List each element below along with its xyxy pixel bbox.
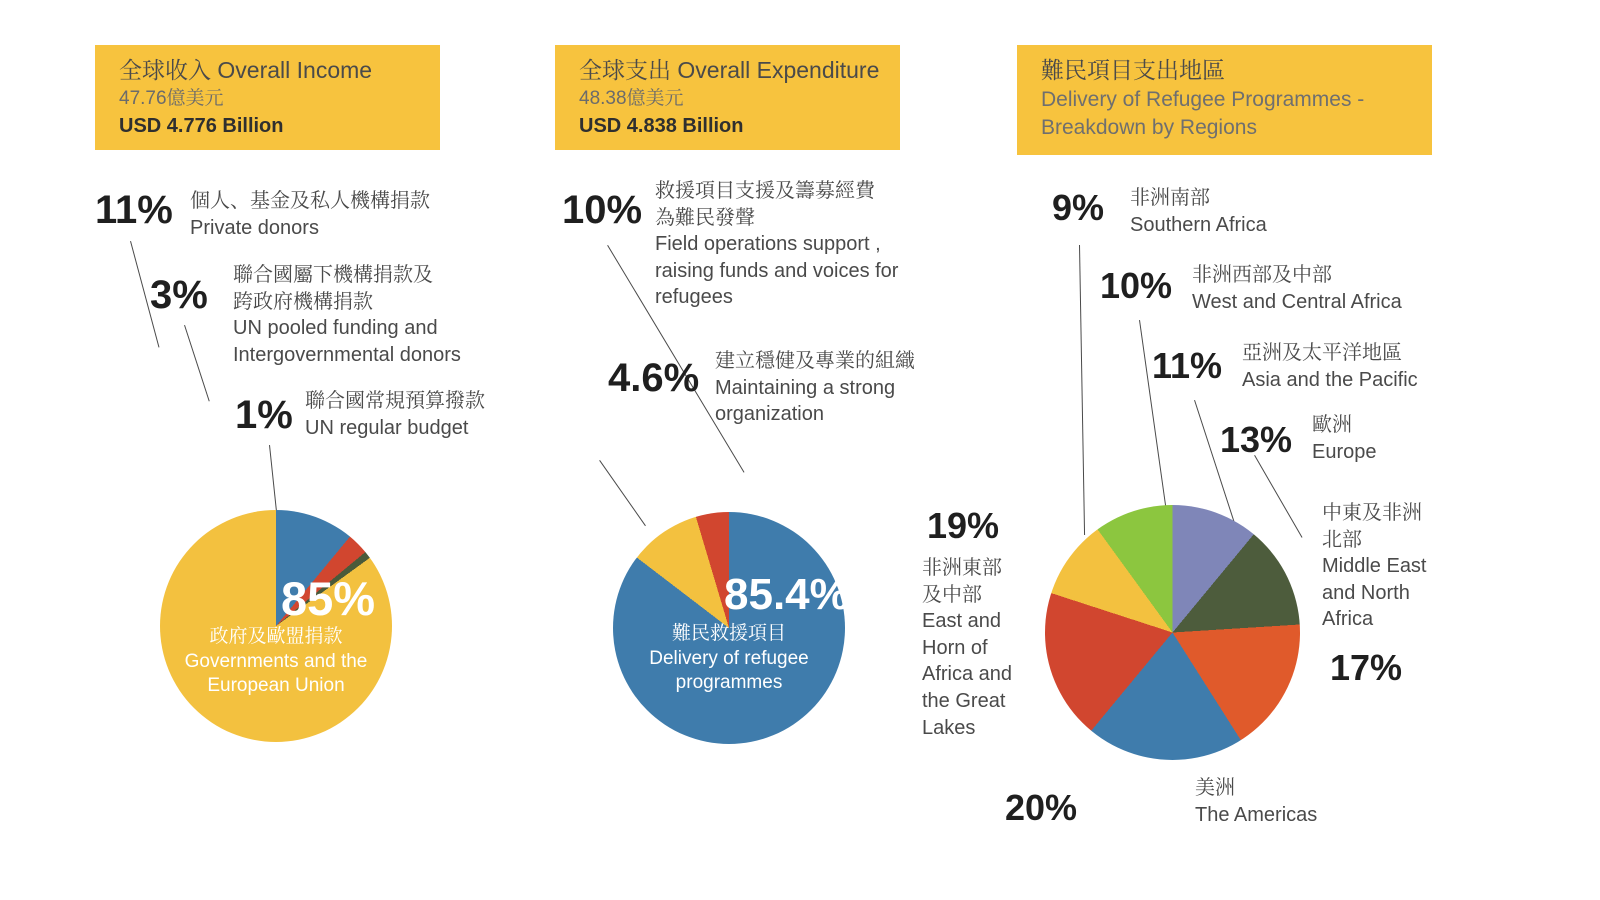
expenditure-leader-46 — [599, 460, 646, 526]
regions-label-east-horn-en5: Lakes — [922, 716, 976, 739]
regions-label-west-central-africa-zh: 非洲西部及中部 — [1192, 264, 1332, 286]
expenditure-label-field-ops-en1: Field operations support , — [655, 233, 881, 256]
regions-label-mena-en3: Africa — [1322, 608, 1374, 631]
regions-label-west-central-africa — [1192, 262, 1492, 315]
regions-label-americas — [1195, 775, 1455, 828]
regions-pie-chart — [1045, 505, 1300, 760]
regions-header-title-en: Delivery of Refugee Programmes - — [1041, 88, 1365, 112]
regions-label-asia-pacific — [1242, 340, 1542, 393]
regions-pct-southern-africa: 9% — [1052, 187, 1105, 228]
expenditure-label-organization-en1: Maintaining a strong — [715, 376, 896, 399]
expenditure-label-field-ops-en2: raising funds and voices for — [655, 259, 899, 282]
expenditure-label-organization-zh1: 建立穩健及專業的組織 — [715, 350, 915, 372]
panel-overall-income — [0, 0, 540, 900]
income-header-title — [119, 55, 426, 86]
income-label-un-regular-budget-zh: 聯合國常規預算撥款 — [305, 390, 485, 412]
expenditure-pct-organization: 4.6% — [608, 356, 700, 400]
income-header-title-zh: 全球收入 — [119, 57, 211, 83]
regions-label-asia-pacific-en: Asia and the Pacific — [1242, 368, 1418, 391]
regions-label-mena-en2: and North — [1322, 581, 1410, 604]
regions-header-band — [1017, 45, 1432, 155]
expenditure-label-organization — [715, 348, 1015, 428]
expenditure-center-pct: 85.4% — [724, 570, 849, 619]
income-pct-private-donors: 11% — [95, 188, 173, 232]
income-center-label — [176, 625, 376, 699]
regions-label-east-horn-zh2: 及中部 — [922, 583, 982, 606]
regions-label-mena-zh1: 中東及非洲 — [1322, 502, 1422, 524]
income-center-pct: 85% — [281, 572, 376, 625]
panel-overall-expenditure — [540, 0, 990, 900]
regions-label-middle-east-north-africa — [1322, 500, 1512, 633]
income-center-label-en1: Governments and the — [184, 650, 368, 672]
regions-leader-9 — [1079, 245, 1085, 535]
expenditure-header-title-en: Overall Expenditure — [677, 57, 880, 83]
regions-label-east-horn-en4: the Great — [922, 689, 1006, 712]
panel-refugee-programme-regions — [922, 0, 1600, 900]
regions-pct-west-central-africa: 10% — [1100, 265, 1173, 306]
expenditure-label-field-ops-en3: refugees — [655, 286, 733, 309]
regions-label-east-horn-en1: East and — [922, 610, 1001, 633]
regions-label-southern-africa — [1130, 185, 1390, 238]
regions-label-asia-pacific-zh: 亞洲及太平洋地區 — [1242, 342, 1402, 364]
income-label-un-pooled — [233, 262, 533, 368]
expenditure-header-title-zh: 全球支出 — [579, 57, 671, 83]
expenditure-center-label-zh: 難民救援項目 — [671, 623, 786, 644]
expenditure-center-label — [629, 622, 829, 696]
regions-pct-europe: 13% — [1220, 419, 1293, 460]
regions-label-east-horn-zh1: 非洲東部 — [922, 557, 1002, 579]
income-header-amount-zh: 47.76億美元 — [119, 88, 224, 110]
income-center-label-en2: European Union — [207, 675, 345, 697]
regions-label-west-central-africa-en: West and Central Africa — [1192, 290, 1402, 313]
income-label-un-regular-budget-en: UN regular budget — [305, 416, 469, 439]
regions-pct-americas: 20% — [1005, 787, 1078, 828]
regions-label-europe — [1312, 412, 1572, 465]
expenditure-center-label-en2: programmes — [675, 672, 783, 694]
income-header-title-en: Overall Income — [217, 57, 373, 83]
regions-header-subtitle-en: Breakdown by Regions — [1041, 116, 1257, 140]
income-label-un-pooled-en2: Intergovernmental donors — [233, 343, 461, 366]
regions-label-europe-zh: 歐洲 — [1312, 414, 1352, 436]
income-label-un-pooled-zh1: 聯合國屬下機構捐款及 — [233, 264, 433, 286]
expenditure-center-label-en1: Delivery of refugee — [649, 647, 809, 669]
income-pct-un-regular-budget: 1% — [235, 393, 293, 437]
income-label-un-pooled-en1: UN pooled funding and — [233, 317, 438, 340]
expenditure-header-amount-en: USD 4.838 Billion — [579, 114, 744, 137]
income-label-un-pooled-zh2: 跨政府機構捐款 — [233, 290, 373, 313]
regions-pct-middle-east-north-africa: 17% — [1330, 647, 1403, 688]
expenditure-label-field-ops — [655, 178, 985, 311]
expenditure-pct-field-ops: 10% — [562, 188, 643, 232]
regions-label-southern-africa-en: Southern Africa — [1130, 213, 1267, 236]
income-pct-un-pooled: 3% — [150, 273, 208, 317]
expenditure-label-organization-en2: organization — [715, 403, 824, 426]
expenditure-header-amount-zh: 48.38億美元 — [579, 88, 684, 110]
income-leader-3 — [184, 325, 210, 401]
regions-leader-13 — [1254, 455, 1302, 538]
regions-label-americas-en: The Americas — [1195, 803, 1318, 826]
income-center-label-zh: 政府及歐盟捐款 — [209, 626, 343, 647]
regions-label-mena-en1: Middle East — [1322, 555, 1427, 578]
regions-pct-east-horn-africa: 19% — [927, 505, 1000, 546]
expenditure-label-field-ops-zh1: 救援項目支援及籌募經費 — [655, 180, 875, 202]
expenditure-header-title — [579, 55, 886, 86]
regions-label-europe-en: Europe — [1312, 440, 1377, 463]
income-label-private-donors-en: Private donors — [190, 216, 319, 239]
income-header-band — [95, 45, 440, 150]
regions-header-title-zh: 難民項目支出地區 — [1041, 57, 1225, 83]
regions-label-mena-zh2: 北部 — [1322, 528, 1362, 551]
income-label-private-donors-zh: 個人、基金及私人機構捐款 — [190, 190, 430, 212]
regions-label-americas-zh: 美洲 — [1195, 777, 1235, 799]
regions-pct-asia-pacific: 11% — [1152, 345, 1223, 386]
income-label-private-donors — [190, 188, 490, 241]
expenditure-header-band — [555, 45, 900, 150]
expenditure-label-field-ops-zh2: 為難民發聲 — [655, 206, 755, 229]
regions-label-east-horn-en3: Africa and — [922, 663, 1013, 686]
regions-label-southern-africa-zh: 非洲南部 — [1130, 187, 1210, 209]
regions-label-east-horn-en2: Horn of — [922, 636, 988, 659]
income-header-amount-en: USD 4.776 Billion — [119, 114, 284, 137]
